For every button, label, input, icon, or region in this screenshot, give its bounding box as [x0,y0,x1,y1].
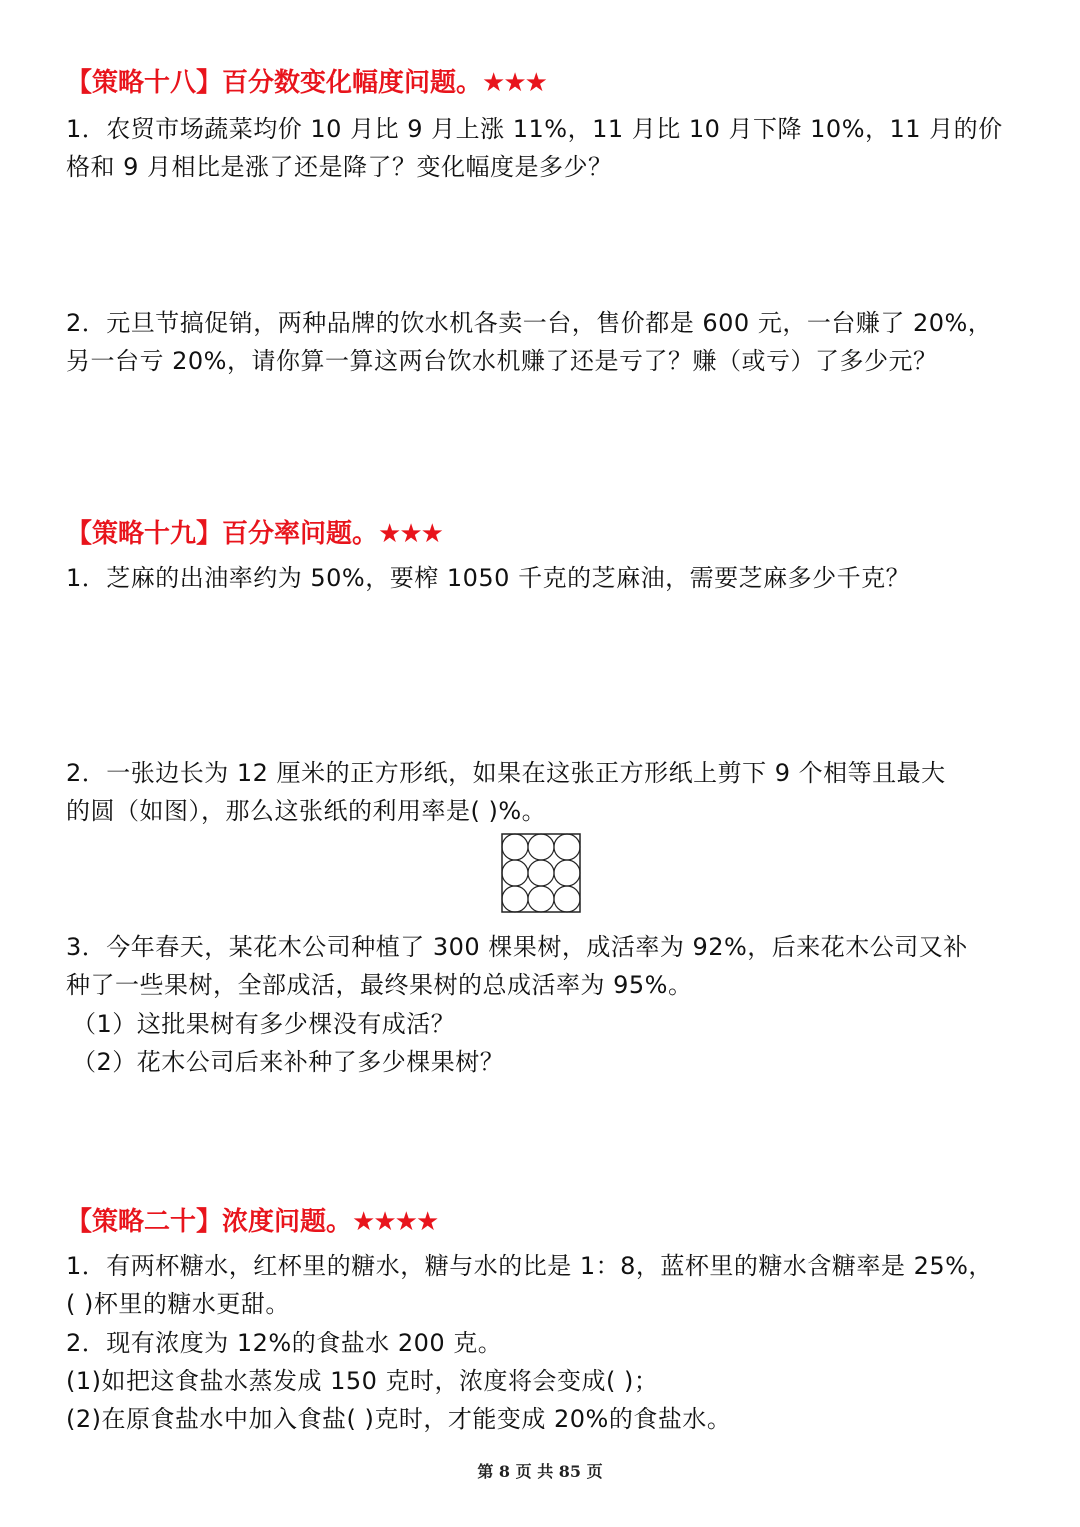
question-line: 3．今年春天，某花木公司种植了 300 棵果树，成活率为 92%，后来花木公司又补 [66,933,968,961]
question-line: 2．元旦节搞促销，两种品牌的饮水机各卖一台，售价都是 600 元，一台赚了 20%， [66,309,993,337]
question-line: 格和 9 月相比是涨了还是降了？变化幅度是多少？ [66,153,613,181]
sub-question-line: (2)在原食盐水中加入食盐( )克时，才能变成 20%的食盐水。 [66,1405,732,1433]
difficulty-stars: ★★★ [482,68,546,98]
sub-question-line: （2）花木公司后来补种了多少棵果树？ [72,1048,505,1076]
question-line: 1．农贸市场蔬菜均价 10 月比 9 月上涨 11%，11 月比 10 月下降 10%，11 月的价 [66,115,1003,143]
section-heading-text: 【策略二十】浓度问题。 [66,1207,353,1237]
question-line: 2．一张边长为 12 厘米的正方形纸，如果在这张正方形纸上剪下 9 个相等且最大 [66,759,946,787]
page-number-footer: 第 8 页 共 85 页 [477,1462,603,1481]
section-heading-20 [66,1209,437,1235]
question-line: ( )杯里的糖水更甜。 [66,1290,290,1318]
question-line: 1．芝麻的出油率约为 50%，要榨 1050 千克的芝麻油，需要芝麻多少千克？ [66,564,911,592]
difficulty-stars: ★★★ [378,519,442,549]
section-heading-text: 【策略十八】百分数变化幅度问题。 [66,68,483,98]
square-circles-figure [501,833,581,917]
square-with-nine-circles-diagram [501,833,581,913]
question-line: 另一台亏 20%，请你算一算这两台饮水机赚了还是亏了？赚（或亏）了多少元？ [66,347,938,375]
question-line: 2．现有浓度为 12%的食盐水 200 克。 [66,1329,503,1357]
question-line: 的圆（如图），那么这张纸的利用率是( )%。 [66,797,547,825]
difficulty-stars: ★★★★ [352,1207,438,1237]
section-heading-19 [66,521,442,547]
sub-question-line: (1)如把这食盐水蒸发成 150 克时，浓度将会变成( )； [66,1367,659,1395]
section-heading-18 [66,70,546,96]
sub-question-line: （1）这批果树有多少棵没有成活？ [72,1010,456,1038]
question-line: 1．有两杯糖水，红杯里的糖水，糖与水的比是 1：8，蓝杯里的糖水含糖率是 25%， [66,1252,993,1280]
question-line: 种了一些果树，全部成活，最终果树的总成活率为 95%。 [66,971,693,999]
section-heading-text: 【策略十九】百分率问题。 [66,519,379,549]
